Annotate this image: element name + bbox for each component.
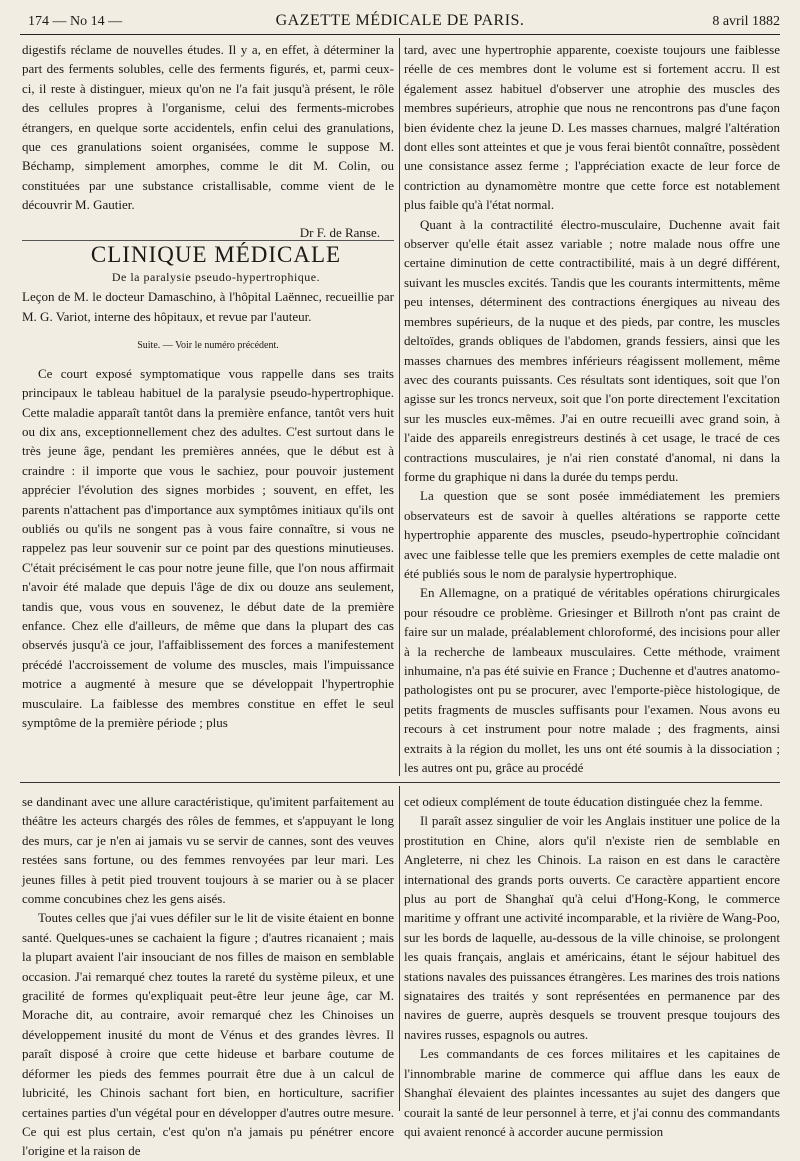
column-4 (404, 792, 780, 1139)
continuation-note: Suite. — Voir le numéro précédent. (137, 340, 279, 352)
paragraph: En Allemagne, on a pratiqué de véritables opérations chirurgicales pour résoudre ce problème. Griesinger et Billroth n'ont pas craint de faire sur un malade, préalablement chloroformé, des incisions pour aller à la recherche de lambeaux musculaires. Cette méthode, vraiment inhumaine, n'a pas été suivie en France ; Duchenne et d'autres anatomo-pathologistes ont pu se procurer, avec l'emporte-pièce histologique, de petits fragments de muscles suffisants pour l'examen. Nous avons eu recours à cet instrument pour notre malade ; des fragments, ainsi extraits à la région du mollet, les uns ont été soumis à la dissociation ; les autres ont pu, grâce au procédé (404, 585, 780, 776)
column-3 (22, 792, 394, 1159)
page-number: 174 — No 14 — (28, 14, 123, 29)
section-divider (20, 782, 780, 783)
paragraph: Toutes celles que j'ai vues défiler sur le lit de visite étaient en bonne santé. Quelques-unes se cachaient la figure ; d'autres ricanaient ; mais la plupart avaient l'air insouciant de nos filles de maison en semblable occasion. J'ai remarqué chez toutes la rareté du système pileux, et une gracilité de formes qu'expliquait peut-être leur jeune âge, car M. Morache dit, au contraire, avoir remarqué chez les Chinoises un développement inusité du mont de Vénus et des grandes lèvres. Il paraît disposé à croire que cette hideuse et barbare coutume de déformer les pieds des femmes pourrait être due à un calcul de lubricité, les Chinois sachant fort bien, en horticulture, sacrifier certaines parties d'un végétal pour en développer d'autres outre mesure. Ce qui est plus certain, c'est qu'on n'a jamais pu pénétrer encore l'origine et la raison de (22, 910, 394, 1159)
paragraph: cet odieux complément de toute éducation distinguée chez la femme. (404, 794, 763, 809)
page-header (20, 10, 780, 35)
paragraph: tard, avec une hypertrophie apparente, coexiste toujours une faiblesse réelle de ces membres dont le volume est si fortement accru. Il est également assez habituel d'observer une atrophie des muscles des membres supérieurs, atrophie que nous ne rencontrons pas d'une façon bien évidente chez la jeune D. Les masses charnues, malgré l'altération dont elles sont atteintes et que je vous ferai bientôt connaître, possèdent une consistance assez ferme ; l'appréciation exacte de leur force de contriction au dynamomètre montre que cette force est notablement plus faible qu'à l'état normal. (404, 42, 780, 213)
paragraph: La question que se sont posée immédiatement les premiers observateurs est de savoir à quelles altérations se rapporte cette hypertrophie apparente des muscles, pseudo-hypertrophie coïncidant avec une faiblesse telle que les premiers exemples de cette maladie ont été publiés sous le nom de paralysie hypertrophique. (404, 488, 780, 581)
paragraph: Les commandants de ces forces militaires et les capitaines de l'innombrable marine de commerce qui afflue dans les eaux de Shanghaï élevaient des plaintes incessantes au sujet des dangers que courait la santé de leur personnel à terre, et j'ai connu des commandants qui avaient renoncé à accorder aucune permission (404, 1046, 780, 1139)
column-1 (22, 40, 394, 775)
paragraph: digestifs réclame de nouvelles études. Il y a, en effet, à déterminer la part des ferments solubles, celle des ferments figurés, et, parmi ceux-ci, il reste à distinguer, mieux qu'on ne l'a fait jusqu'à présent, le rôle des cellules propres à l'organisme, celui des ferments-microbes étrangers, en quelque sorte accidentels, enfin celui des granulations, que ces granulations soient organisées, comme le suppose M. Béchamp, simplement amorphes, comme le dit M. Colin, ou constituées par une substance cristallisable, comme vient de le découvrir M. Gautier. (22, 42, 394, 213)
column-divider-bottom (399, 786, 400, 1111)
article-subtitle: De la paralysie pseudo-hypertrophique. (111, 270, 321, 285)
paragraph: Il paraît assez singulier de voir les Anglais instituer une police de la prostitution en Chine, alors qu'il n'existe rien de semblable en Angleterre, ni chez les Chinois. La raison en est dans le caractère international des grands ports ouverts. Ce caractère appartient encore plus au port de Shanghaï qu'à celui d'Hong-Kong, le commerce maritime y offrant une activité incomparable, et la rivière de Wang-Poo, sur les bords de laquelle, au-dessous de la ville chinoise, se prolongent les quais français, anglais et américains, étant le séjour habituel des stations navales des puissances étrangères. Les marines des trois nations signataires des traités y sont représentées en permanence par des navires de guerre, auprès desquels se trouvent presque toujours des navires russes, espagnols ou autres. (404, 813, 780, 1042)
paragraph: Ce court exposé symptomatique vous rappelle dans ses traits principaux le tableau habituel de la paralysie pseudo-hypertrophique. Cette maladie apparaît tantôt dans la première enfance, tantôt vers huit ou dix ans, exceptionnellement chez des adultes. C'est surtout dans le très jeune âge, pendant les premières années, que le début est à craindre : il importe que vous le sachiez, pour pouvoir justement apprécier l'évolution des signes morbides ; souvent, en effet, les parents n'attachent pas d'importance aux symptômes initiaux qu'ils ont oubliés ou qu'ils ne songent pas à vous faire connaître, si vous ne rappelez pas leur souvenir sur ce point par des questions minutieuses. C'était précisément le cas pour notre jeune fille, que l'on nous affirmait n'avoir été malade que depuis l'âge de dix ou douze ans seulement, tandis que, vous vous en souvenez, le début date de la première enfance. Chez elle d'ailleurs, de même que dans la plupart des cas observés jusqu'à ce jour, l'affaiblissement des forces a manifestement précédé l'accroissement de volume des muscles, mais l'impuissance motrice a augmenté à mesure que se développait l'hypertrophie musculaire. La faiblesse des membres constitue en effet le seul symptôme de la première période ; plus (22, 365, 394, 730)
paragraph: se dandinant avec une allure caractéristique, qu'imitent parfaitement au théâtre les acteurs chargés des rôles de femmes, et s'appuyant le long des murs, car je n'en ai jamais vu se servir de cannes, sont des veuves restées sans fortune, ou des femmes renvoyées par leur mari. Les jeunes filles à petit pied trouvent toujours à se marier ou à se placer comme concubines chez les gens aisés. (22, 794, 394, 907)
journal-title: GAZETTE MÉDICALE DE PARIS. (275, 12, 525, 29)
paragraph: Quant à la contractilité électro-musculaire, Duchenne avait fait observer qu'elle était assez variable ; notre malade nous offre une certaine diminution de cette contractibilité, mais à un degré différent, suivant les muscles excités. Tandis que les courants intermittents, même peu intenses, déterminent des contractions énergiques au niveau des membres supérieurs, de la nuque et des pieds, par contre, les muscles deltoïdes, grands obliques de l'abdomen, grands fessiers, ainsi que les masses charnues des membres inférieurs réagissent mollement, même avec des courants puissants. Ces résultats sont identiques, soit que l'on agisse sur les troncs nerveux, soit que l'on porte directement l'excitation sur les muscles eux-mêmes. J'ai en outre recueilli avec grand soin, à l'aide des appareils enregistreurs destinés à cet usage, le tracé de ces contractions musculaires, je n'ai rien constaté d'anomal, ni dans la forme du graphique ni dans la durée du temps perdu. (404, 216, 780, 484)
section-title: CLINIQUE MÉDICALE (90, 242, 342, 268)
author-signature: Dr F. de Ranse. (299, 224, 380, 240)
lecture-credit: Leçon de M. le docteur Damaschino, à l'hôpital Laënnec, recueillie par M. G. Variot, interne des hôpitaux, et revue par l'auteur. (22, 289, 394, 324)
issue-date: 8 avril 1882 (712, 14, 780, 29)
column-divider-top (399, 38, 400, 776)
column-2 (404, 40, 780, 775)
